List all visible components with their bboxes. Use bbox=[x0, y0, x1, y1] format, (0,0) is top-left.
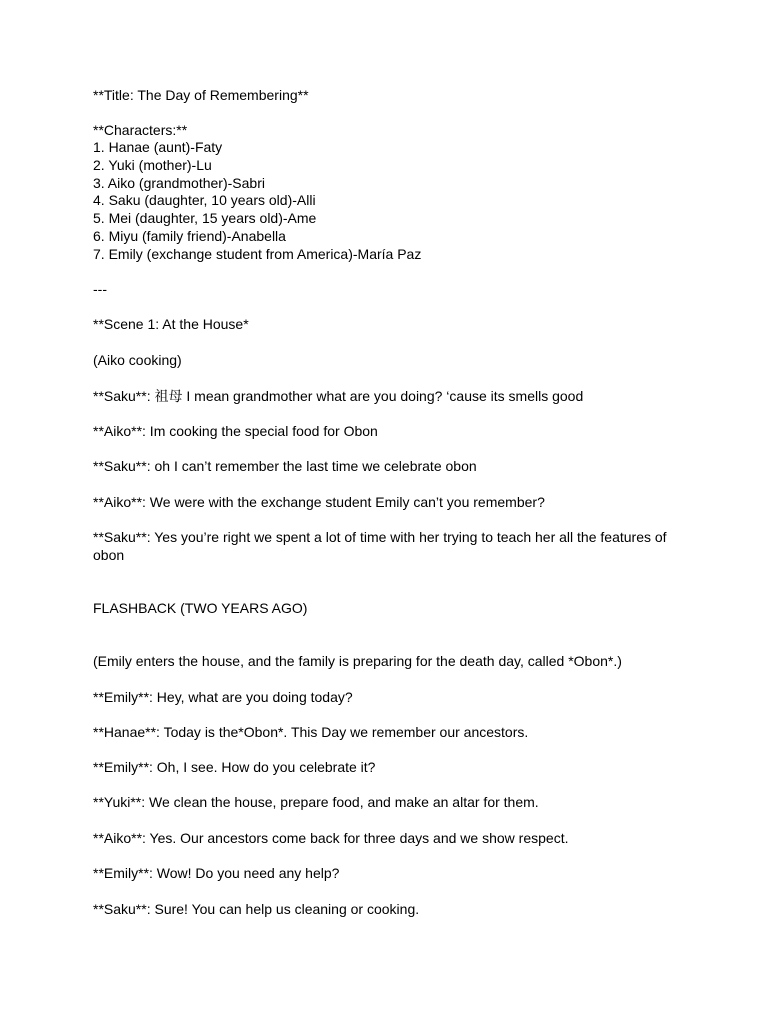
scene-heading: **Scene 1: At the House* bbox=[93, 316, 249, 332]
character-item: 2. Yuki (mother)-Lu bbox=[93, 157, 212, 173]
character-item: 4. Saku (daughter, 10 years old)-Alli bbox=[93, 192, 316, 208]
character-item: 7. Emily (exchange student from America)-María Paz bbox=[93, 246, 422, 262]
character-item: 6. Miyu (family friend)-Anabella bbox=[93, 228, 286, 244]
dialogue-line: **Aiko**: We were with the exchange student Emily can’t you remember? bbox=[93, 494, 545, 510]
flashback-heading: FLASHBACK (TWO YEARS AGO) bbox=[93, 600, 308, 616]
character-item: 3. Aiko (grandmother)-Sabri bbox=[93, 175, 265, 191]
dialogue-line: **Emily**: Oh, I see. How do you celebrate it? bbox=[93, 759, 376, 775]
dialogue-line: **Emily**: Hey, what are you doing today? bbox=[93, 689, 353, 705]
dialogue-line: **Hanae**: Today is the*Obon*. This Day we remember our ancestors. bbox=[93, 724, 529, 740]
dialogue-line: **Aiko**: Im cooking the special food for Obon bbox=[93, 423, 378, 439]
separator: --- bbox=[93, 281, 107, 297]
dialogue-line: **Saku**: oh I can’t remember the last time we celebrate obon bbox=[93, 458, 477, 474]
title-line: **Title: The Day of Remembering** bbox=[93, 87, 309, 103]
dialogue-line: **Saku**: Yes you’re right we spent a lot of time with her trying to teach her all the features of obon bbox=[93, 529, 671, 563]
dialogue-line: **Saku**: 祖母 I mean grandmother what are you doing? ‘cause its smells good bbox=[93, 388, 584, 404]
stage-direction: (Emily enters the house, and the family is preparing for the death day, called *Obon*.) bbox=[93, 653, 622, 669]
character-item: 5. Mei (daughter, 15 years old)-Ame bbox=[93, 210, 317, 226]
dialogue-line: **Aiko**: Yes. Our ancestors come back for three days and we show respect. bbox=[93, 830, 569, 846]
dialogue-line: **Emily**: Wow! Do you need any help? bbox=[93, 865, 340, 881]
character-item: 1. Hanae (aunt)-Faty bbox=[93, 139, 223, 155]
characters-heading: **Characters:** bbox=[93, 122, 188, 138]
stage-direction: (Aiko cooking) bbox=[93, 352, 182, 368]
dialogue-line: **Saku**: Sure! You can help us cleaning or cooking. bbox=[93, 901, 420, 917]
dialogue-line: **Yuki**: We clean the house, prepare food, and make an altar for them. bbox=[93, 794, 539, 810]
